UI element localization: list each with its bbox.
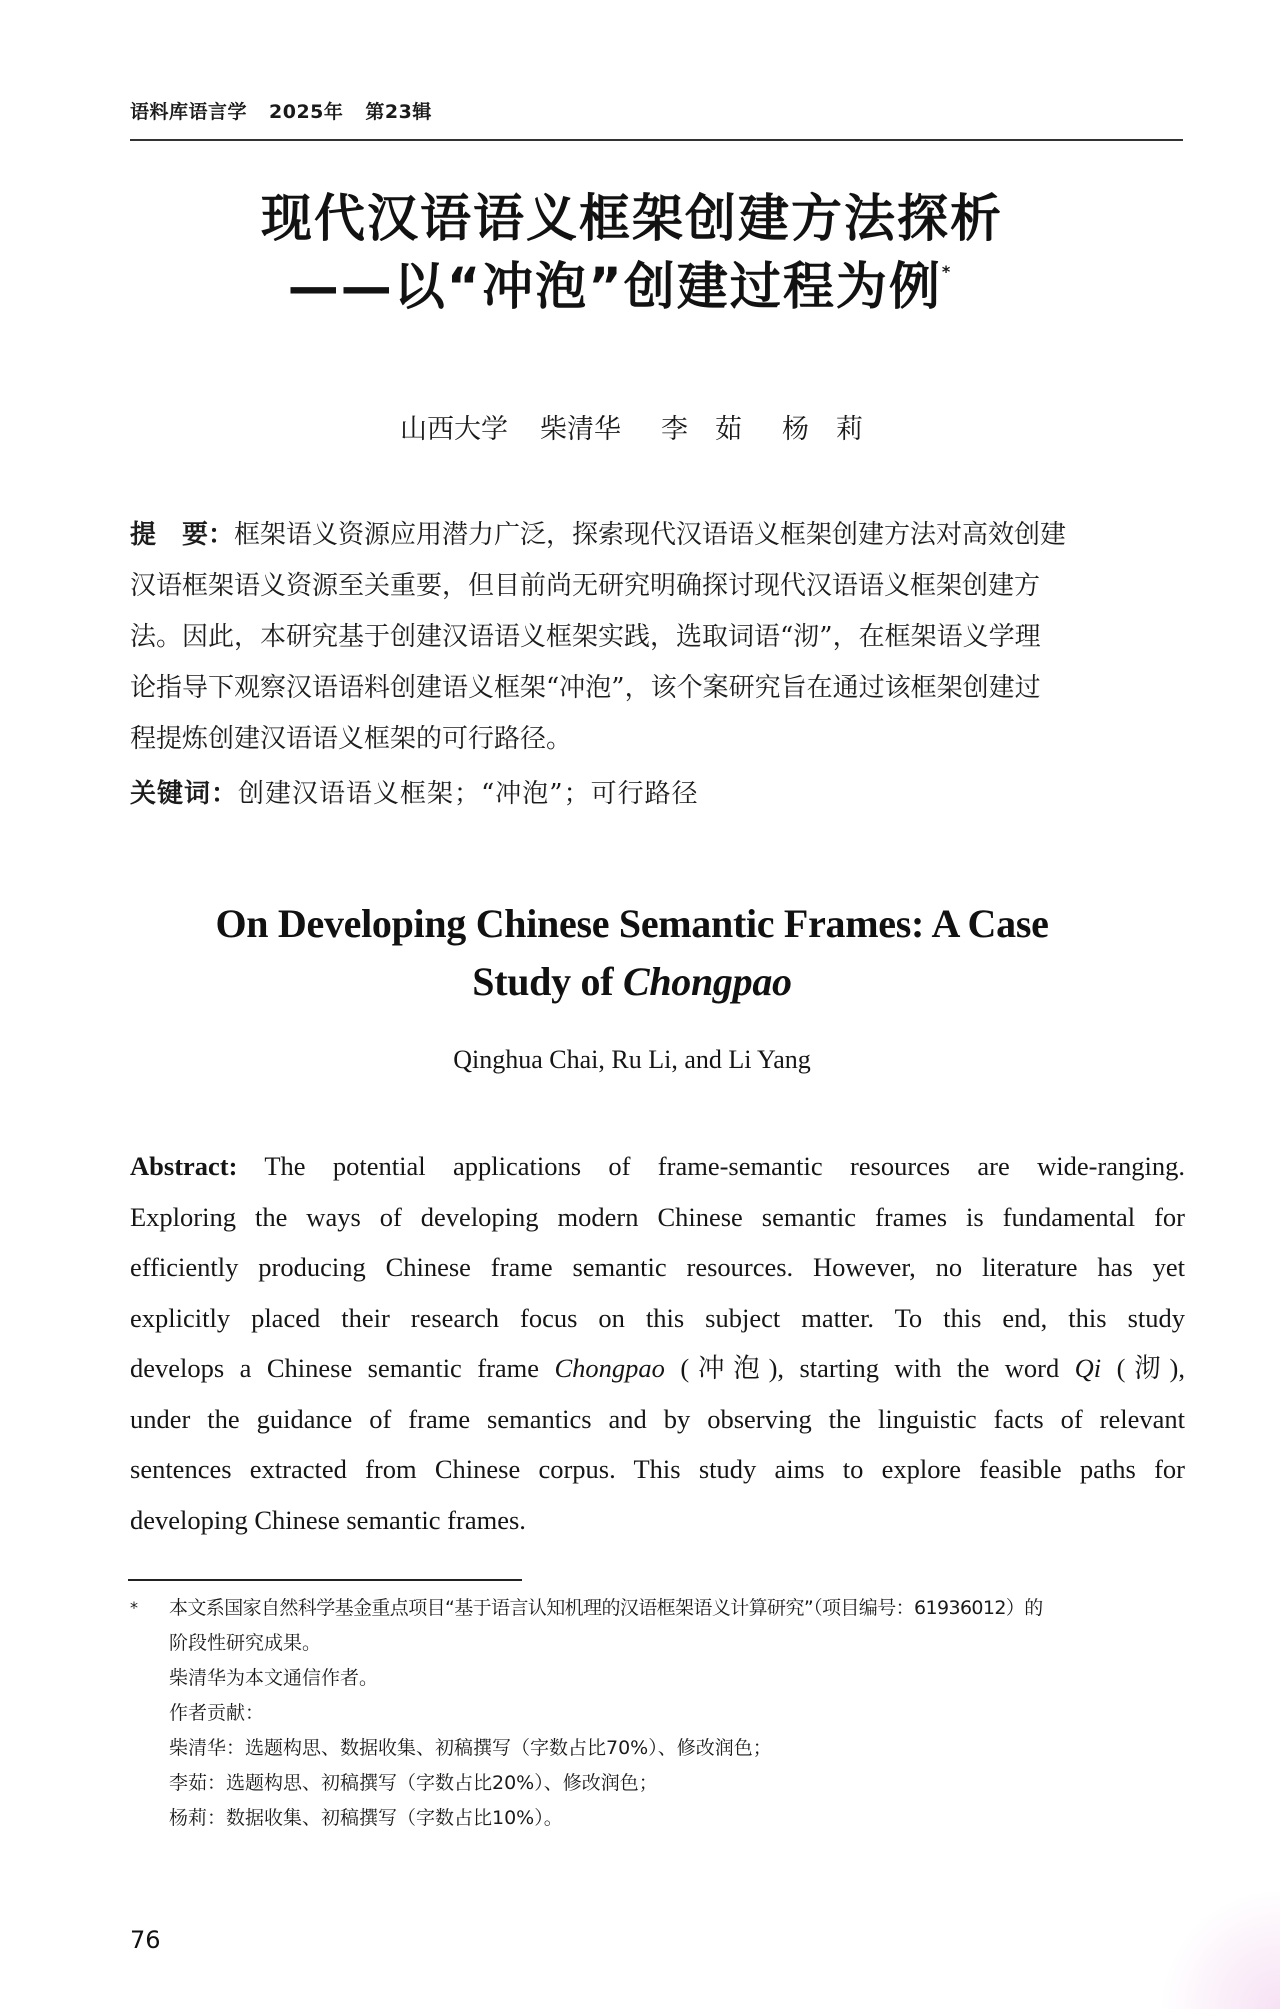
author-name: 柴清华 — [540, 414, 621, 445]
footnote-contrib-item: 杨莉：数据收集、初稿撰写（字数占比10%）。 — [169, 1807, 563, 1829]
footnote-funding-line-1: 本文系国家自然科学基金重点项目“基于语言认知机理的汉语框架语义计算研究”（项目编号：61936012）的 — [169, 1597, 1043, 1619]
english-title-prefix: Study of — [472, 959, 623, 1004]
english-abstract-line — [130, 1343, 1185, 1394]
italic-term: Qi — [1074, 1353, 1102, 1383]
chinese-abstract-line: 论指导下观察汉语语料创建语义框架“冲泡”，该个案研究旨在通过该框架创建过 — [130, 673, 1041, 703]
journal-issue: 第23辑 — [365, 101, 432, 123]
english-title-line-1: On Developing Chinese Semantic Frames: A Case — [215, 901, 1049, 946]
english-abstract-line — [130, 1141, 1185, 1192]
chinese-keywords — [130, 776, 699, 812]
english-abstract-line: Exploring the ways of developing modern Chinese semantic frames is fundamental for — [130, 1201, 1185, 1232]
page-number: 76 — [130, 1926, 161, 1954]
english-abstract — [130, 1141, 1185, 1545]
chinese-title-line-2 — [0, 258, 1260, 318]
footnote-contrib-heading: 作者贡献： — [169, 1702, 265, 1724]
chinese-abstract-text: 框架语义资源应用潜力广泛，探索现代汉语语义框架创建方法对高效创建 — [234, 520, 1067, 550]
text-run: develops a Chinese semantic frame — [130, 1353, 555, 1383]
english-abstract-text: The potential applications of frame-semantic resources are wide-ranging. — [237, 1151, 1185, 1181]
text-run: (沏), — [1101, 1353, 1185, 1383]
chinese-abstract-line: 汉语框架语义资源至关重要，但目前尚无研究明确探讨现代汉语语义框架创建方 — [130, 571, 1041, 601]
english-abstract-line: efficiently producing Chinese frame semantic resources. However, no literature has yet — [130, 1252, 1185, 1282]
journal-year: 2025年 — [269, 101, 344, 123]
english-abstract-label: Abstract: — [130, 1151, 238, 1181]
english-authors: Qinghua Chai, Ru Li, and Li Yang — [453, 1045, 811, 1074]
chinese-title-subtitle: ——以“冲泡”创建过程为例 — [287, 258, 942, 317]
chinese-abstract — [130, 510, 1185, 765]
footnote-marker: * — [130, 1598, 138, 1617]
chinese-abstract-line — [130, 510, 1185, 561]
running-head — [130, 99, 454, 125]
scan-corner-tint — [1160, 1889, 1280, 2009]
header-rule — [130, 139, 1183, 141]
footnote-funding — [130, 1595, 1190, 1621]
italic-term: Chongpao — [554, 1353, 665, 1383]
english-abstract-line: developing Chinese semantic frames. — [130, 1504, 526, 1535]
chinese-abstract-line: 程提炼创建汉语语义框架的可行路径。 — [130, 724, 573, 754]
keywords-label: 关键词： — [130, 779, 239, 809]
english-abstract-line: under the guidance of frame semantics and by observing the linguistic facts of relevant — [130, 1403, 1185, 1434]
english-title-italic: Chongpao — [622, 959, 792, 1004]
chinese-abstract-line: 法。因此，本研究基于创建汉语语义框架实践，选取词语“沏”，在框架语义学理 — [130, 622, 1041, 652]
author-name: 杨 莉 — [782, 414, 863, 445]
footnote-rule — [128, 1579, 522, 1581]
author-affiliation: 山西大学 — [400, 414, 508, 445]
journal-name: 语料库语言学 — [130, 101, 248, 123]
chinese-title-line-1: 现代汉语语义框架创建方法探析 — [260, 190, 1003, 249]
text-run: (冲泡), starting with the word — [664, 1353, 1075, 1383]
footnote-funding-line-2: 阶段性研究成果。 — [169, 1632, 322, 1654]
author-name: 李 茹 — [661, 414, 742, 445]
english-abstract-line: explicitly placed their research focus on this subject matter. To this end, this study — [130, 1302, 1185, 1333]
footnote-contrib-item: 柴清华：选题构思、数据收集、初稿撰写（字数占比70%）、修改润色； — [169, 1737, 772, 1759]
english-abstract-line: sentences extracted from Chinese corpus. This study aims to explore feasible paths for — [130, 1454, 1185, 1484]
english-title-line-2 — [0, 956, 1272, 1008]
chinese-abstract-label: 提 要： — [130, 520, 235, 550]
keywords-text: 创建汉语语义框架；“冲泡”；可行路径 — [238, 779, 699, 809]
footnote-corresponding-author: 柴清华为本文通信作者。 — [169, 1667, 379, 1689]
title-footnote-mark: * — [941, 262, 953, 281]
chinese-author-line — [400, 412, 903, 448]
footnote-contrib-item: 李茹：选题构思、初稿撰写（字数占比20%）、修改润色； — [169, 1772, 658, 1794]
